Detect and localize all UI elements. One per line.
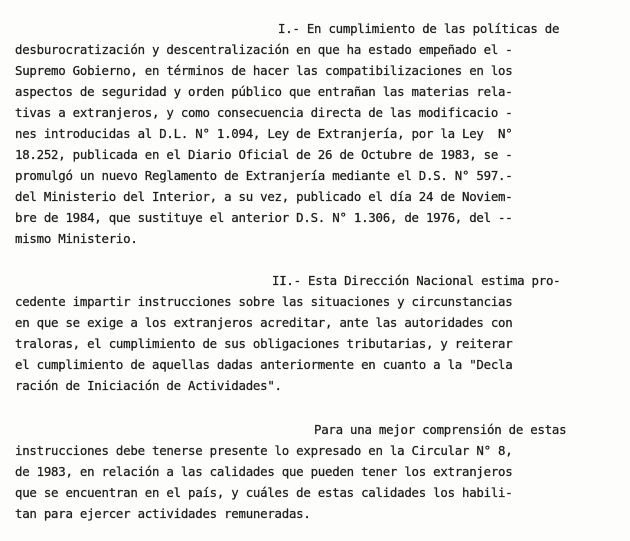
paragraph-2-line-3: en que se exige a los extranjeros acreditar, ante las autoridades con [15,315,513,330]
paragraph-2-line-6: ración de Iniciación de Actividades". [15,378,282,393]
paragraph-1-line-4: aspectos de seguridad y orden público que entrañan las materias rela- [15,84,513,99]
paragraph-2-line-4: traloras, el cumplimiento de sus obligaciones tributarias, y reiterar [15,336,513,351]
paragraph-2-line-1: II.- Esta Dirección Nacional estima pro- [272,273,561,288]
paragraph-3-line-4: que se encuentran en el país, y cuáles de estas calidades los habili- [15,485,513,500]
paragraph-1-line-1: I.- En cumplimiento de las políticas de [278,21,560,36]
paragraph-1-line-7: 18.252, publicada en el Diario Oficial de 26 de Octubre de 1983, se - [15,147,513,162]
paragraph-1-line-5: tivas a extranjeros, y como consecuencia directa de las modificacio - [15,105,513,120]
paragraph-2-line-5: el cumplimiento de aquellas dadas anteriormente en cuanto a la "Decla [15,357,513,372]
paragraph-1-line-6: nes introducidas al D.L. N° 1.094, Ley de Extranjería, por la Ley N° [15,126,513,141]
paragraph-3-line-1: Para una mejor comprensión de estas [314,422,567,437]
paragraph-1-line-9: del Ministerio del Interior, a su vez, publicado el día 24 de Noviem- [15,189,513,204]
paragraph-2-line-2: cedente impartir instrucciones sobre las situaciones y circunstancias [15,294,513,309]
paragraph-1-line-8: promulgó un nuevo Reglamento de Extranjería mediante el D.S. N° 597.- [15,168,513,183]
paragraph-1-line-11: mismo Ministerio. [15,231,138,246]
paragraph-1-line-10: bre de 1984, que sustituye el anterior D.S. N° 1.306, de 1976, del -- [15,210,513,225]
paragraph-3-line-2: instrucciones debe tenerse presente lo expresado en la Circular N° 8, [15,443,513,458]
paragraph-3-line-3: de 1983, en relación a las calidades que pueden tener los extranjeros [15,464,513,479]
paragraph-3-line-5: tan para ejercer actividades remuneradas. [15,506,311,521]
paragraph-1-line-3: Supremo Gobierno, en términos de hacer las compatibilizaciones en los [15,63,513,78]
paragraph-1-line-2: desburocratización y descentralización en que ha estado empeñado el - [15,42,513,57]
